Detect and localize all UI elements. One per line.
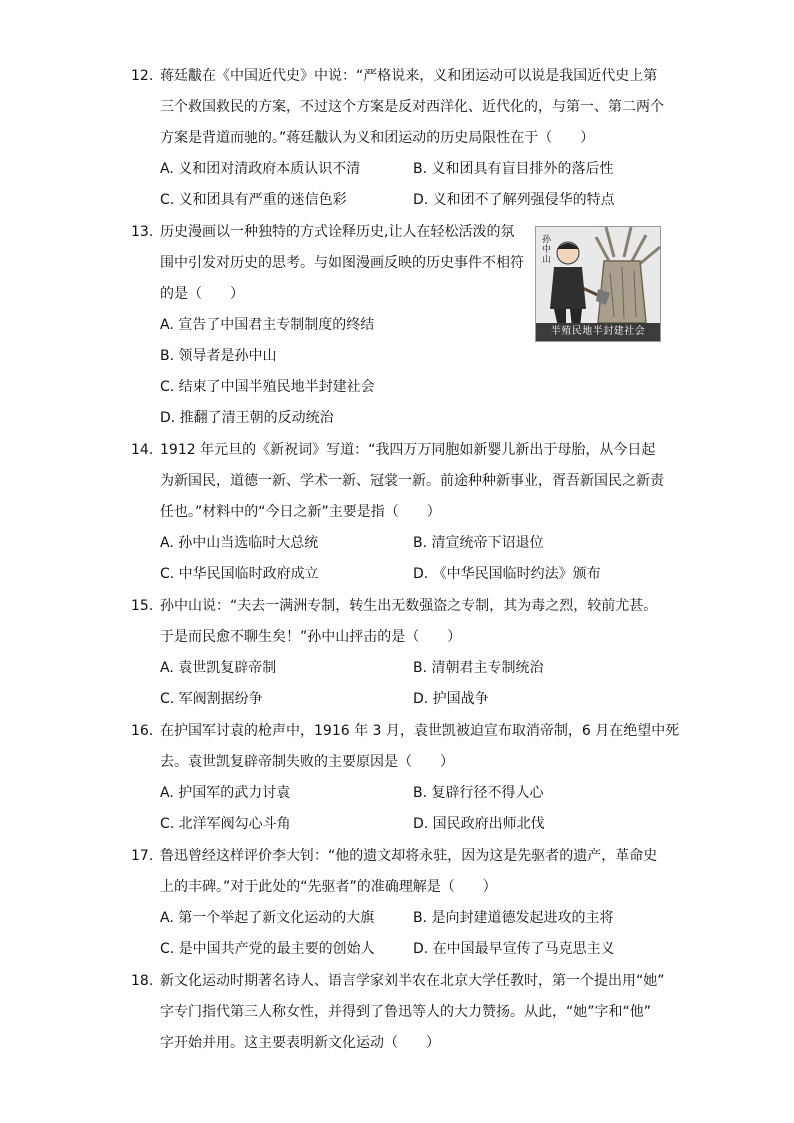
option-c: C. 中华民国临时政府成立 — [160, 566, 319, 582]
question-number: 15. — [131, 598, 154, 614]
option-b: B. 复辟行径不得人心 — [413, 785, 544, 801]
option-a: A. 第一个举起了新文化运动的大旗 — [160, 910, 375, 926]
option-d: D. 国民政府出师北伐 — [413, 816, 545, 832]
question-number: 18. — [131, 973, 154, 989]
option-c: C. 义和团具有严重的迷信色彩 — [160, 192, 347, 208]
question-stem-line: 的是（ ） — [160, 286, 244, 302]
option-c: C. 是中国共产党的最主要的创始人 — [160, 941, 375, 957]
question-stem-line: 方案是背道而驰的。”蒋廷黻认为义和团运动的历史局限性在于（ ） — [160, 130, 595, 146]
option-a: A. 护国军的武力讨袁 — [160, 785, 291, 801]
question-stem-line: 字开始并用。这主要表明新文化运动（ ） — [160, 1035, 440, 1051]
history-cartoon-image — [535, 226, 661, 342]
figure-suit — [550, 267, 586, 309]
question-number: 17. — [131, 848, 154, 864]
question-stem-line: 三个救国救民的方案，不过这个方案是反对西洋化、近代化的，与第一、第二两个 — [160, 99, 664, 115]
option-d: D. 在中国最早宣传了马克思主义 — [413, 941, 615, 957]
question-number: 12. — [131, 68, 154, 84]
question-stem-line: 蒋廷黻在《中国近代史》中说：“严格说来，义和团运动可以说是我国近代史上第 — [160, 68, 658, 84]
option-b: B. 义和团具有盲目排外的落后性 — [413, 161, 614, 177]
question-stem-line: 字专门指代第三人称女性，并得到了鲁迅等人的大力赞扬。从此，“她”字和“他” — [160, 1004, 652, 1020]
option-b: B. 清宣统帝下诏退位 — [413, 535, 544, 551]
cartoon-caption: 半殖民地半封建社会 — [536, 323, 660, 341]
question-stem-line: 新文化运动时期著名诗人、语言学家刘半农在北京大学任教时，第一个提出用“她” — [160, 973, 665, 989]
question-stem-line: 上的丰碑。”对于此处的“先驱者”的准确理解是（ ） — [160, 879, 497, 895]
option-a: A. 义和团对清政府本质认识不清 — [160, 161, 361, 177]
question-stem-line: 孙中山说：“夫去一满洲专制，转生出无数强盗之专制，其为毒之烈，较前尤甚。 — [160, 598, 658, 614]
option-d: D. 护国战争 — [413, 691, 489, 707]
cartoon-name-label: 孙中山 — [542, 235, 552, 265]
option-d: D. 义和团不了解列强侵华的特点 — [413, 192, 615, 208]
option-b: B. 清朝君主专制统治 — [413, 660, 544, 676]
question-stem-line: 去。袁世凯复辟帝制失败的主要原因是（ ） — [160, 754, 454, 770]
question-number: 16. — [131, 723, 154, 739]
question-number: 14. — [131, 442, 154, 458]
option-b: B. 领导者是孙中山 — [160, 348, 277, 364]
option-c: C. 北洋军阀勾心斗角 — [160, 816, 291, 832]
option-b: B. 是向封建道德发起进攻的主将 — [413, 910, 614, 926]
option-c: C. 结束了中国半殖民地半封建社会 — [160, 379, 375, 395]
option-a: A. 袁世凯复辟帝制 — [160, 660, 277, 676]
option-d: D. 推翻了清王朝的反动统治 — [160, 410, 334, 426]
question-stem-line: 围中引发对历史的思考。与如图漫画反映的历史事件不相符 — [160, 255, 524, 271]
question-stem-line: 鲁迅曾经这样评价李大钊：“他的遗文却将永驻，因为这是先驱者的遗产，革命史 — [160, 848, 658, 864]
question-stem-line: 为新国民，道德一新、学术一新、冠裳一新。前途种种新事业，胥吾新国民之新责 — [160, 473, 664, 489]
option-a: A. 孙中山当选临时大总统 — [160, 535, 319, 551]
question-stem-line: 在护国军讨袁的枪声中，1916 年 3 月，袁世凯被迫宣布取消帝制，6 月在绝望中死 — [160, 723, 680, 739]
option-d: D. 《中华民国临时约法》颁布 — [413, 566, 601, 582]
question-stem-line: 于是而民愈不聊生矣！”孙中山抨击的是（ ） — [160, 629, 462, 645]
question-stem-line: 历史漫画以一种独特的方式诠释历史,让人在轻松活泼的氛 — [160, 224, 515, 240]
question-number: 13. — [131, 224, 154, 240]
question-stem-line: 任也。”材料中的“今日之新”主要是指（ ） — [160, 504, 441, 520]
option-c: C. 军阀割据纷争 — [160, 691, 263, 707]
option-a: A. 宣告了中国君主专制制度的终结 — [160, 317, 375, 333]
question-stem-line: 1912 年元旦的《新祝词》写道：“我四万万同胞如新婴儿新出于母胎，从今日起 — [160, 442, 656, 458]
